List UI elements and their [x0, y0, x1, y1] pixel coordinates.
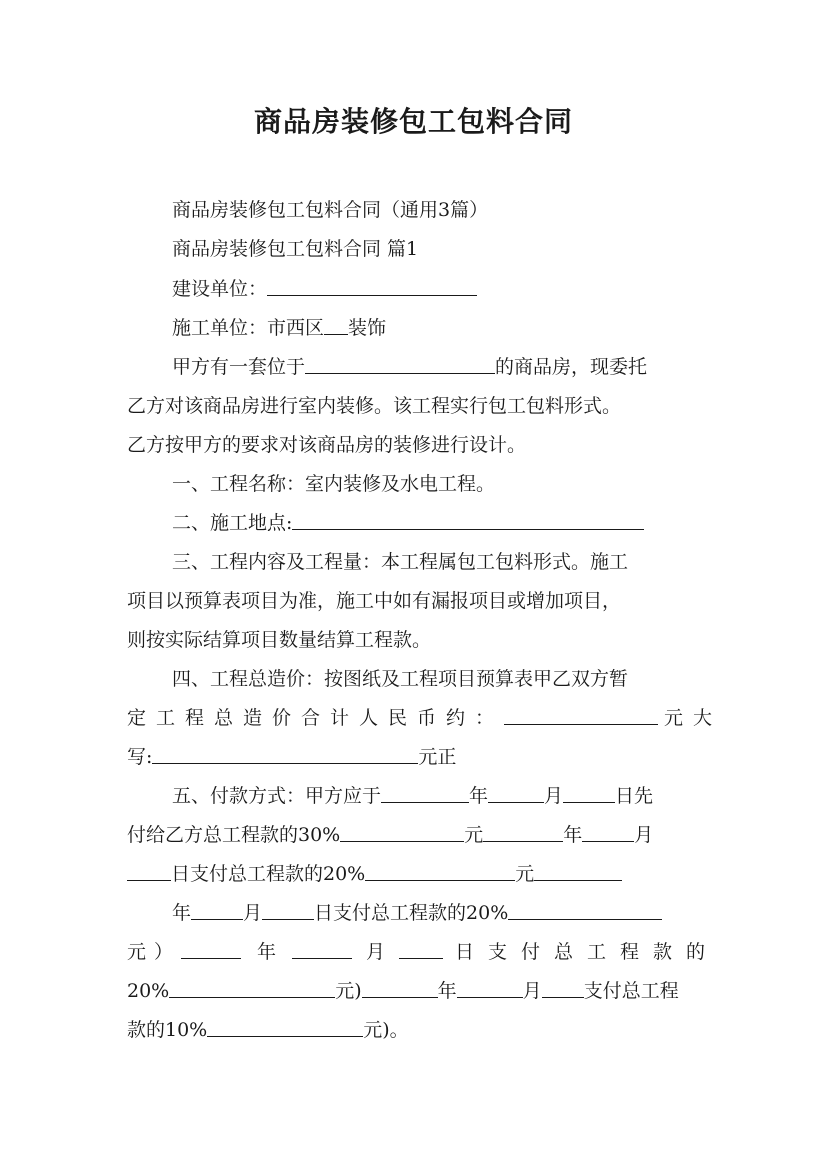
blank — [457, 979, 523, 998]
yuan-text: 元） — [127, 941, 182, 963]
month-text: 月 — [544, 785, 564, 807]
year-text: 年 — [437, 980, 457, 1002]
builder-unit-line — [172, 316, 386, 340]
blank — [582, 823, 634, 842]
intro-line-1 — [172, 355, 647, 379]
item-3-line-1: 三、工程内容及工程量：本工程属包工包料形式。施工 — [172, 551, 629, 573]
item-4-line-2 — [127, 706, 723, 730]
blank — [340, 823, 464, 842]
blank — [508, 901, 662, 920]
payment-total-label: 日支付总工程款的 — [455, 941, 720, 963]
intro-line-3: 乙方按甲方的要求对该商品房的装修进行设计。 — [127, 434, 527, 456]
blank — [534, 862, 622, 881]
day-text: 日先 — [615, 785, 654, 807]
blank — [191, 901, 243, 920]
item-3-line-2: 项目以预算表项目为准，施工中如有漏报项目或增加项目， — [127, 590, 622, 612]
item-3-line-3: 则按实际结算项目数量结算工程款。 — [127, 629, 432, 651]
blank — [399, 940, 443, 959]
year-text: 年 — [469, 785, 489, 807]
yuan-text: 元) — [335, 980, 362, 1002]
blank — [542, 979, 584, 998]
item-5-line-7 — [127, 1018, 409, 1042]
construction-unit-line — [172, 277, 477, 301]
capital-amount-blank — [152, 745, 418, 764]
item-5-line-4 — [172, 901, 662, 925]
item-5-line-3 — [127, 862, 622, 886]
blank — [365, 862, 515, 881]
capital-amount-label: 写: — [127, 746, 153, 768]
item-5-line-6 — [127, 979, 679, 1003]
location-blank — [305, 355, 495, 374]
payment-10-label: 款的10% — [127, 1019, 208, 1041]
item-4-line-1: 四、工程总造价：按图纸及工程项目预算表甲乙双方暂 — [172, 668, 629, 690]
payment-30-label: 付给乙方总工程款的30% — [127, 824, 341, 846]
yuan-text: 元 — [464, 824, 484, 846]
item-1-project-name: 一、工程名称：室内装修及水电工程。 — [172, 473, 496, 495]
blank — [207, 1018, 363, 1037]
site-blank — [292, 511, 644, 530]
blank — [292, 940, 352, 959]
payment-20-label: 日支付总工程款的20% — [171, 863, 366, 885]
blank — [169, 979, 335, 998]
payment-total-label: 支付总工程 — [583, 980, 679, 1002]
builder-unit-text: 施工单位：市西区 — [172, 317, 325, 339]
item-2-label: 二、施工地点: — [172, 512, 293, 534]
total-price-label: 定工程总造价合计人民币约： — [127, 707, 505, 729]
document-subtitle: 商品房装修包工包料合同（通用3篇） — [172, 199, 489, 221]
intro-line-2: 乙方对该商品房进行室内装修。该工程实行包工包料形式。 — [127, 395, 622, 417]
month-text: 月 — [366, 941, 386, 963]
blank — [563, 784, 615, 803]
item-4-line-3 — [127, 745, 456, 769]
percent-text: 20% — [127, 980, 170, 1002]
part-heading: 商品房装修包工包料合同 篇1 — [172, 238, 419, 260]
month-text: 月 — [243, 902, 263, 924]
construction-unit-label: 建设单位： — [172, 278, 268, 300]
capital-amount-unit: 元正 — [418, 746, 457, 768]
month-text: 月 — [634, 824, 654, 846]
item-2-site-line — [172, 511, 644, 535]
item-5-line-1 — [172, 784, 653, 808]
yuan-text: 元 — [515, 863, 535, 885]
blank — [127, 862, 171, 881]
year-text: 年 — [172, 902, 192, 924]
total-price-unit: 元大 — [664, 707, 723, 729]
blank — [483, 823, 563, 842]
blank — [362, 979, 438, 998]
builder-unit-tail: 装饰 — [348, 317, 387, 339]
blank — [381, 784, 469, 803]
intro-text-b: 的商品房，现委托 — [495, 356, 648, 378]
construction-unit-blank — [267, 277, 477, 296]
total-price-blank — [504, 706, 658, 725]
month-text: 月 — [522, 980, 542, 1002]
intro-text-a: 甲方有一套位于 — [172, 356, 306, 378]
payment-label: 五、付款方式：甲方应于 — [172, 785, 382, 807]
item-5-line-2 — [127, 823, 653, 847]
payment-20-label: 日支付总工程款的20% — [314, 902, 509, 924]
yuan-text: 元)。 — [363, 1019, 409, 1041]
builder-unit-blank — [324, 316, 348, 335]
year-text: 年 — [257, 941, 277, 963]
blank — [262, 901, 314, 920]
year-text: 年 — [563, 824, 583, 846]
blank — [181, 940, 241, 959]
blank — [488, 784, 544, 803]
item-5-line-5 — [127, 940, 720, 964]
document-title: 商品房装修包工包料合同 — [253, 105, 573, 138]
